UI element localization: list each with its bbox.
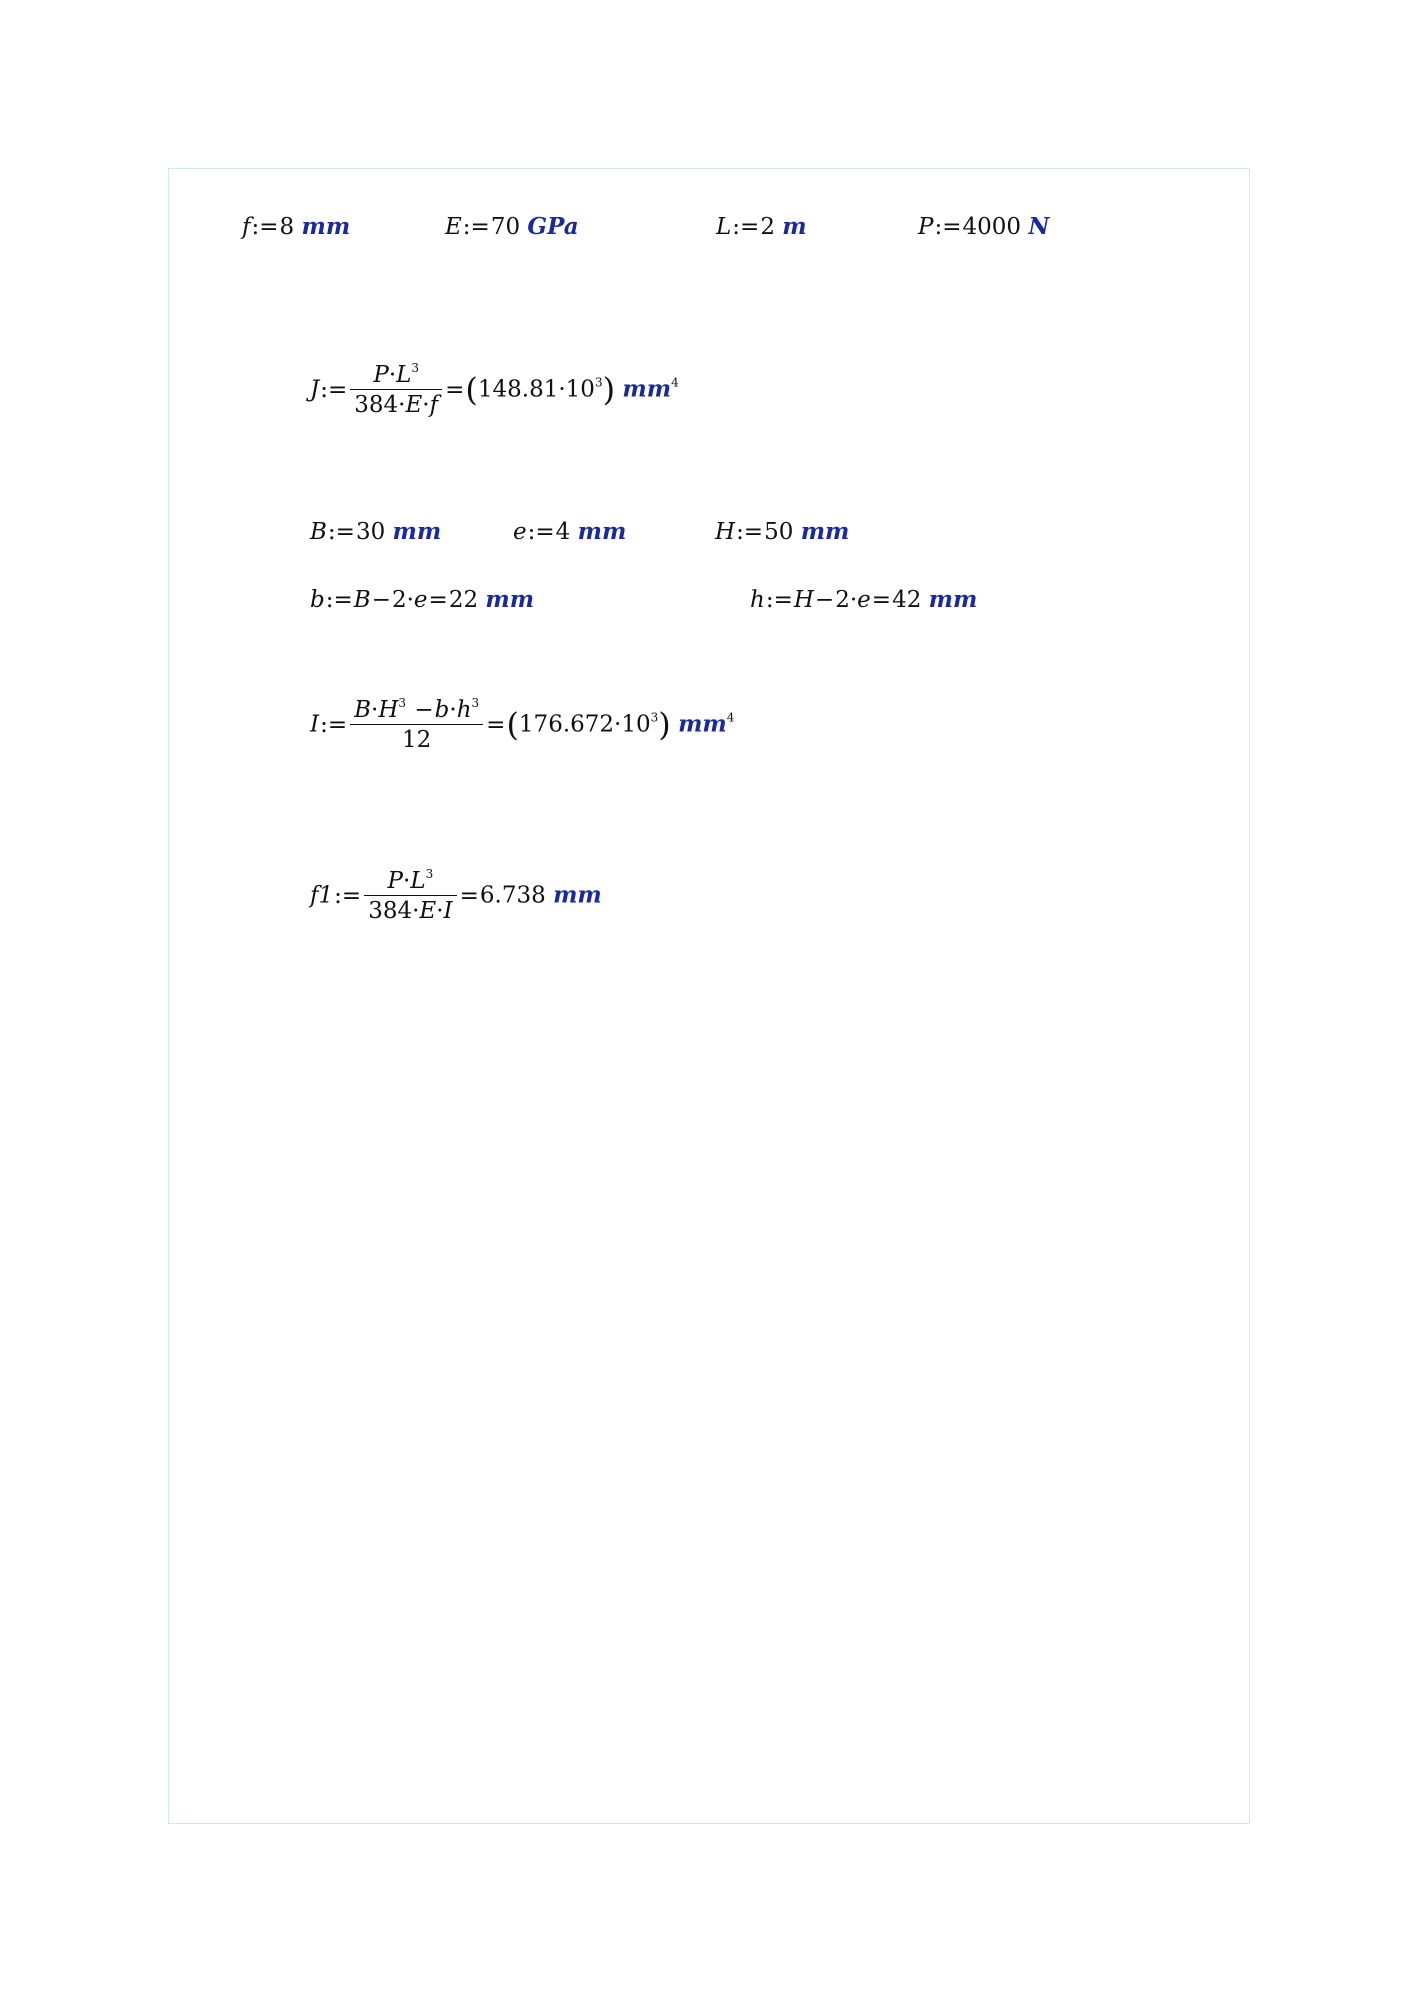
def-E[interactable]: E:=70 GPa <box>445 213 579 240</box>
var-value: 50 <box>764 519 794 545</box>
num-var: b <box>434 697 450 723</box>
den-num: 384 <box>354 392 399 418</box>
result-exponent: 3 <box>650 710 659 725</box>
unit: mm <box>553 881 602 909</box>
def-e[interactable]: e:=4 mm <box>513 518 627 545</box>
eq-lhs: J <box>310 376 320 403</box>
exponent: 3 <box>425 867 434 881</box>
unit: mm <box>577 518 627 545</box>
calc-b[interactable]: b:=B−2·e=22 mm <box>310 586 535 613</box>
var-name: e <box>513 519 527 545</box>
term-coef: 2 <box>391 587 407 613</box>
result-mantissa: 176.672 <box>518 711 615 738</box>
den-var: I <box>443 898 453 924</box>
var-value: 70 <box>490 214 521 240</box>
result-mantissa: 148.81 <box>477 376 559 403</box>
def-P[interactable]: P:=4000 N <box>918 213 1050 240</box>
unit: mm <box>928 586 978 613</box>
var-name: E <box>445 214 462 240</box>
fraction <box>350 361 442 418</box>
equation-J[interactable]: J:= $\frac{P\cdot L^3}{384\cdot E\cdot f}$ $=(148.81\cdot 10^3)$ $mm^4$ <box>310 361 679 418</box>
term-coef: 2 <box>835 587 850 613</box>
var-value: 4000 <box>962 214 1022 240</box>
term-var: e <box>857 587 871 613</box>
equation-f1[interactable]: f1:= $\frac{P\cdot L^3}{384\cdot E\cdot I}$ =6.738 mm <box>310 867 602 924</box>
den-num: 12 <box>402 727 432 753</box>
var-name: P <box>918 214 934 240</box>
denominator <box>350 724 483 752</box>
exponent: 3 <box>411 361 420 375</box>
unit-exponent: 4 <box>726 710 735 725</box>
num-var: L <box>410 868 426 894</box>
unit: GPa <box>527 213 579 240</box>
fraction <box>364 867 456 924</box>
var-name: B <box>310 519 327 545</box>
result-base: 10 <box>621 711 651 738</box>
unit: mm <box>622 375 672 403</box>
num-var: P <box>387 868 404 894</box>
var-value: 2 <box>760 214 775 240</box>
unit: m <box>782 213 807 240</box>
denominator: 384·E·f <box>350 389 442 417</box>
numerator: $B\cdot H^3 -b\cdot h^3$ <box>354 696 480 723</box>
result-exponent: 3 <box>594 375 603 390</box>
fraction <box>350 696 483 753</box>
term-var: B <box>353 587 371 613</box>
unit: mm <box>800 518 850 545</box>
num-var: P <box>373 362 389 388</box>
def-f[interactable]: f:=8 mm <box>242 213 351 240</box>
term-var: e <box>413 587 428 613</box>
def-B[interactable]: B:=30 mm <box>310 518 442 545</box>
unit-exponent: 4 <box>671 375 679 390</box>
exponent: 3 <box>471 696 480 710</box>
eq-lhs: b <box>310 587 325 613</box>
den-var: E <box>419 898 437 924</box>
unit: N <box>1028 213 1050 240</box>
var-value: 8 <box>279 214 295 240</box>
numerator: $P\cdot L^3$ <box>387 867 434 894</box>
eq-lhs: f1 <box>310 882 334 909</box>
unit: mm <box>392 518 442 545</box>
var-name: H <box>715 519 736 545</box>
den-num: 384 <box>368 898 413 924</box>
var-name: L <box>716 214 732 240</box>
equation-I[interactable]: I:= $\frac{B\cdot H^3 -b\cdot h^3}{12}$ $=(176.672\cdot 10^3)$ $mm^4$ <box>310 696 735 753</box>
eq-lhs: I <box>310 711 320 738</box>
num-var: h <box>456 697 472 723</box>
eq-lhs: h <box>750 587 765 613</box>
den-var: f <box>429 392 439 418</box>
result-value: 42 <box>892 587 922 613</box>
unit: mm <box>678 710 727 738</box>
result-value: 6.738 <box>479 882 546 909</box>
def-L[interactable]: L:=2 m <box>716 213 807 240</box>
var-value: 30 <box>355 519 386 545</box>
numerator: $P\cdot L^3$ <box>373 361 420 388</box>
den-var: E <box>405 392 423 418</box>
calc-h[interactable]: h:=H−2·e=42 mm <box>750 586 978 613</box>
term-var: H <box>793 587 814 613</box>
num-var: L <box>396 362 412 388</box>
var-value: 4 <box>555 519 571 545</box>
var-name: f <box>242 214 251 240</box>
denominator: 384·E·I <box>364 895 456 923</box>
unit: mm <box>301 213 351 240</box>
num-var: B <box>354 697 372 723</box>
unit: mm <box>485 586 535 613</box>
def-H[interactable]: H:=50 mm <box>715 518 850 545</box>
result-value: 22 <box>448 587 479 613</box>
result-base: 10 <box>565 376 595 403</box>
exponent: 3 <box>398 696 407 710</box>
num-var: H <box>378 697 399 723</box>
